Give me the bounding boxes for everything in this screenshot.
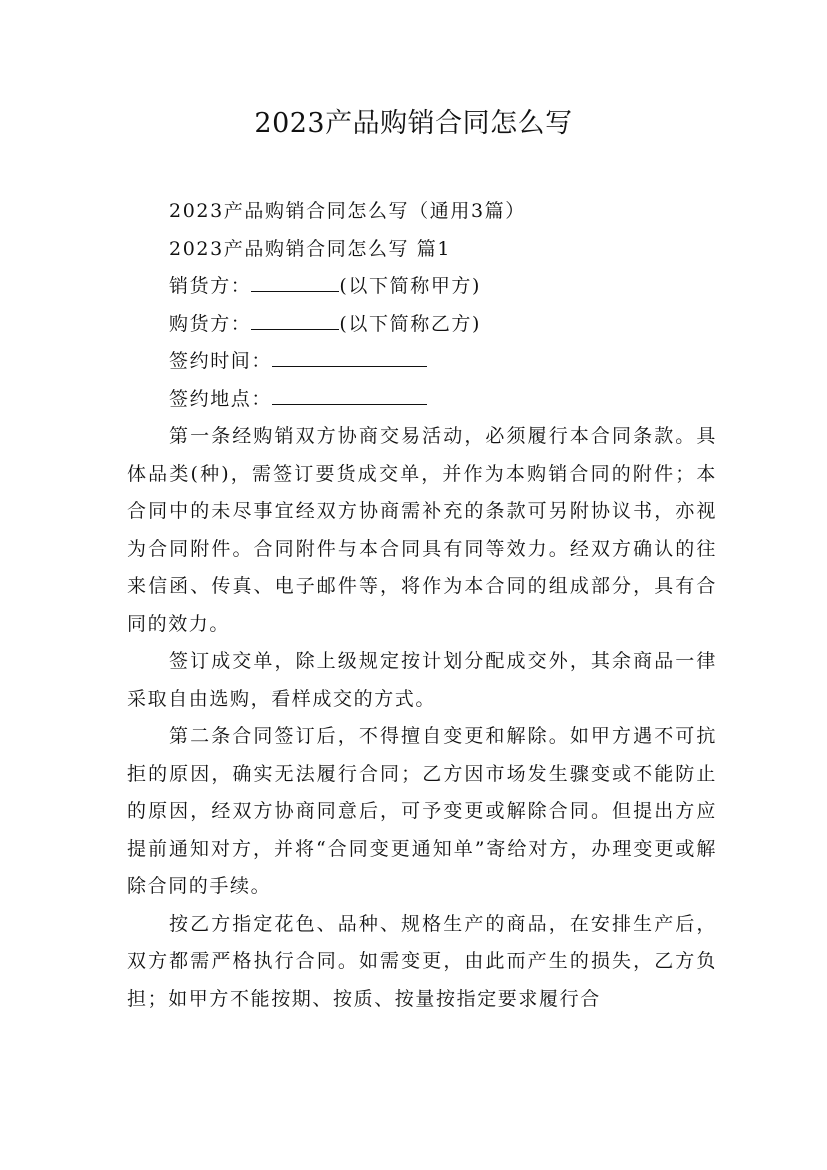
sign-place-line xyxy=(127,381,717,419)
buyer-blank xyxy=(251,309,339,330)
subtitle-line: 2023产品购销合同怎么写（通用3篇） xyxy=(169,200,526,222)
buyer-label: 购货方： xyxy=(169,312,252,335)
document-title: 2023产品购销合同怎么写 xyxy=(254,108,573,139)
buyer-note: (以下简称乙方) xyxy=(339,312,482,335)
sign-time-blank xyxy=(272,346,427,367)
seller-note: (以下简称甲方) xyxy=(339,275,482,297)
buyer-line xyxy=(127,306,717,344)
sign-place-label: 签约地点： xyxy=(169,387,273,410)
document-body xyxy=(127,193,717,1018)
paragraph-specified-goods: 按乙方指定花色、品种、规格生产的商品，在安排生产后，双方都需严格执行合同。如需变更，由此而产生的损失，乙方负担；如甲方不能按期、按质、按量按指定要求履行合 xyxy=(127,912,717,1010)
paragraph-order-form: 签订成交单，除上级规定按计划分配成交外，其余商品一律采取自由选购，看样成交的方式。 xyxy=(127,650,717,710)
seller-blank xyxy=(251,271,339,292)
seller-line xyxy=(127,268,717,306)
sign-time-line xyxy=(127,343,717,381)
sign-time-label: 签约时间： xyxy=(169,350,273,372)
seller-label: 销货方： xyxy=(169,275,252,297)
sign-place-blank xyxy=(272,384,427,405)
paragraph-article-2: 第二条合同签订后，不得擅自变更和解除。如甲方遇不可抗拒的原因，确实无法履行合同；乙方因市场发生骤变或不能防止的原因，经双方协商同意后，可予变更或解除合同。但提出方应提前通知对方，并将“合同变更通知单”寄给对方，办理变更或解除合同的手续。 xyxy=(127,725,717,897)
section-heading: 2023产品购销合同怎么写 篇1 xyxy=(169,237,452,260)
paragraph-article-1: 第一条经购销双方协商交易活动，必须履行本合同条款。具体品类(种)，需签订要货成交单，并作为本购销合同的附件；本合同中的未尽事宜经双方协商需补充的条款可另附协议书，亦视为合同附件。合同附件与本合同具有同等效力。经双方确认的往来信函、传真、电子邮件等，将作为本合同的组成部分，具有合同的效力。 xyxy=(127,425,717,635)
